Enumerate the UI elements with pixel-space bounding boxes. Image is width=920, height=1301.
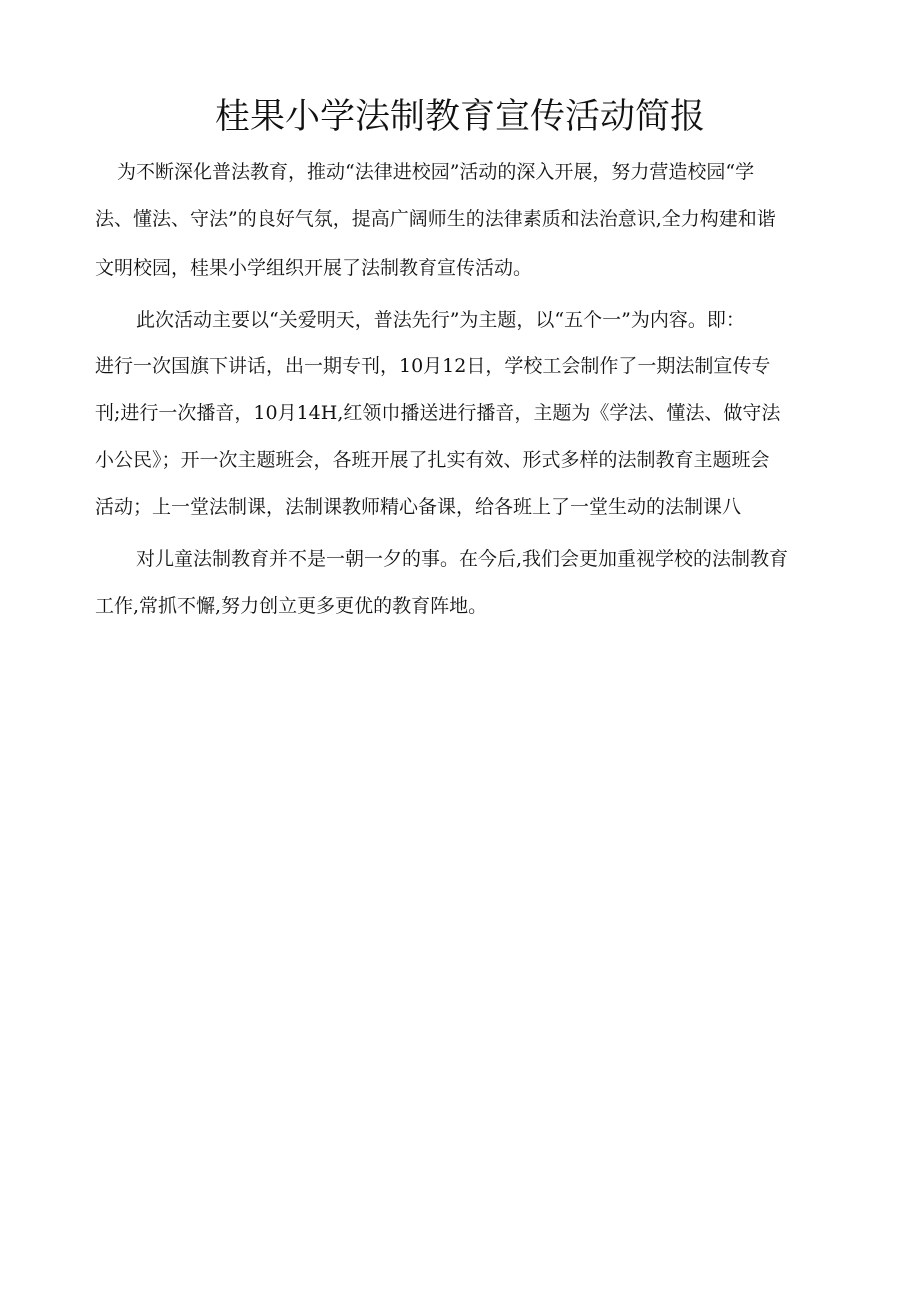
text-line: 小公民》；开一次主题班会，各班开展了扎实有效、形式多样的法制教育主题班会: [95, 449, 770, 471]
text-line: 刊;进行一次播音，10月14H,红领巾播送进行播音，主题为《学法、懂法、做守法: [95, 402, 781, 424]
text-line: 对儿童法制教育并不是一朝一夕的事。在今后,我们会更加重视学校的法制教育: [136, 548, 789, 570]
text-line: 文明校园，桂果小学组织开展了法制教育宣传活动。: [95, 257, 533, 279]
text-line: 此次活动主要以“关爱明天，普法先行”为主题，以“五个一”为内容。即：: [136, 309, 745, 331]
text-line: 活动；上一堂法制课，法制课教师精心备课，给各班上了一堂生动的法制课八: [95, 496, 742, 518]
text-line: 进行一次国旗下讲话，出一期专刊，10月12日，学校工会制作了一期法制宣传专: [95, 355, 771, 377]
text-line: 为不断深化普法教育，推动“法律进校园”活动的深入开展，努力营造校园“学: [117, 161, 755, 183]
text-line: 工作,常抓不懈,努力创立更多更优的教育阵地。: [95, 595, 488, 617]
page-title: 桂果小学法制教育宣传活动简报: [214, 97, 705, 137]
text-line: 法、懂法、守法”的良好气氛，提高广阔师生的法律素质和法治意识,全力构建和谐: [95, 208, 776, 230]
